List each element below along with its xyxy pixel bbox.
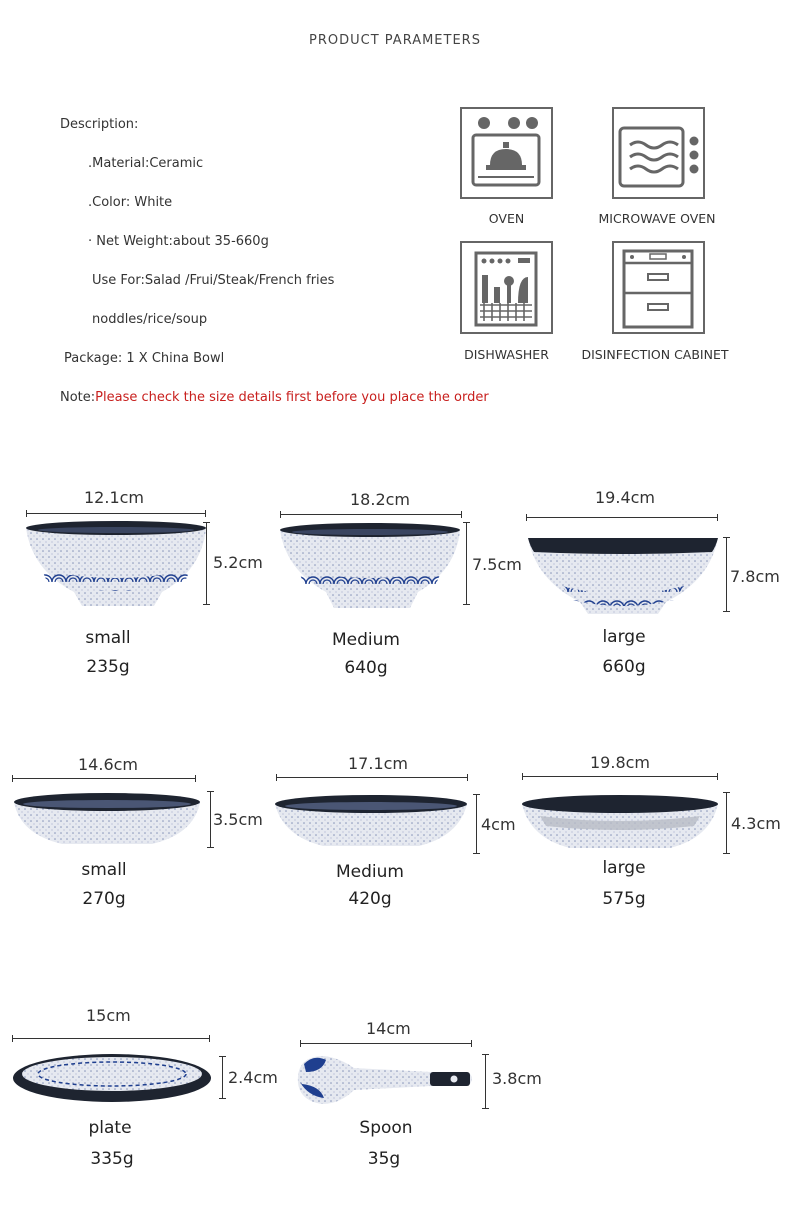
large-dish-height-line (726, 792, 727, 854)
plate-image (12, 1052, 212, 1110)
plate-width-line (12, 1038, 210, 1039)
medium-bowl-width: 18.2cm (350, 490, 411, 509)
plate-width: 15cm (86, 1006, 131, 1025)
oven-label: OVEN (488, 211, 525, 226)
small-bowl-name: small (85, 628, 131, 648)
small-bowl-image (24, 520, 208, 614)
microwave-label: MICROWAVE OVEN (598, 211, 716, 226)
note-label: Note: (60, 390, 96, 405)
medium-dish-name: Medium (336, 862, 404, 882)
spoon-height: 3.8cm (492, 1069, 542, 1088)
small-bowl-height: 5.2cm (213, 553, 263, 572)
medium-bowl-height-line (466, 522, 467, 605)
small-dish-width: 14.6cm (78, 755, 139, 774)
page-title: PRODUCT PARAMETERS (309, 33, 481, 48)
large-dish-name: large (602, 858, 646, 878)
large-dish-image (520, 792, 720, 856)
plate-height: 2.4cm (228, 1068, 278, 1087)
plate-height-line (222, 1056, 223, 1099)
large-bowl-name: large (602, 627, 646, 647)
disinfection-cabinet-label: DISINFECTION CABINET (581, 347, 729, 362)
large-dish-width: 19.8cm (590, 753, 651, 772)
medium-bowl-width-line (280, 514, 462, 515)
large-dish-weight: 575g (602, 889, 646, 909)
medium-dish-image (273, 792, 469, 854)
plate-weight: 335g (90, 1149, 134, 1169)
weight-text: · Net Weight:about 35-660g (88, 234, 269, 249)
large-bowl-height-line (726, 537, 727, 612)
small-bowl-width: 12.1cm (84, 488, 145, 507)
package-text: Package: 1 X China Bowl (64, 351, 225, 366)
large-dish-width-line (522, 776, 718, 777)
medium-dish-weight: 420g (348, 889, 392, 909)
small-dish-image (12, 790, 202, 852)
plate-name: plate (88, 1118, 132, 1138)
description-heading: Description: (60, 117, 139, 132)
large-bowl-image (526, 530, 720, 622)
small-dish-width-line (12, 778, 196, 779)
microwave-icon (612, 107, 705, 199)
medium-dish-width-line (276, 777, 468, 778)
medium-bowl-name: Medium (332, 630, 400, 650)
medium-dish-height-line (476, 794, 477, 854)
spoon-height-line (485, 1054, 486, 1109)
small-bowl-height-line (206, 522, 207, 605)
small-dish-name: small (81, 860, 127, 880)
spoon-image (294, 1052, 476, 1112)
large-bowl-width-line (526, 517, 718, 518)
large-bowl-height: 7.8cm (730, 567, 780, 586)
large-bowl-weight: 660g (602, 657, 646, 677)
dishwasher-icon (460, 241, 553, 334)
small-bowl-width-line (26, 513, 206, 514)
large-bowl-width: 19.4cm (595, 488, 656, 507)
spoon-width: 14cm (366, 1019, 411, 1038)
medium-bowl-height: 7.5cm (472, 555, 522, 574)
disinfection-cabinet-icon (612, 241, 705, 334)
note-text: Please check the size details first before you place the order (95, 390, 489, 405)
medium-bowl-image (278, 522, 462, 616)
material-text: .Material:Ceramic (88, 156, 204, 171)
use-text: Use For:Salad /Frui/Steak/French fries (92, 273, 335, 288)
color-text: .Color: White (88, 195, 173, 210)
oven-icon (460, 107, 553, 199)
medium-bowl-weight: 640g (344, 658, 388, 678)
medium-dish-height: 4cm (481, 815, 516, 834)
small-dish-height: 3.5cm (213, 810, 263, 829)
spoon-width-line (300, 1043, 472, 1044)
small-bowl-weight: 235g (86, 657, 130, 677)
spoon-name: Spoon (359, 1118, 413, 1138)
large-dish-height: 4.3cm (731, 814, 781, 833)
small-dish-height-line (210, 791, 211, 848)
note-line (60, 390, 489, 405)
spoon-weight: 35g (367, 1149, 401, 1169)
use-text-2: noddles/rice/soup (92, 312, 208, 327)
dishwasher-label: DISHWASHER (464, 347, 549, 362)
medium-dish-width: 17.1cm (348, 754, 409, 773)
small-dish-weight: 270g (82, 889, 126, 909)
